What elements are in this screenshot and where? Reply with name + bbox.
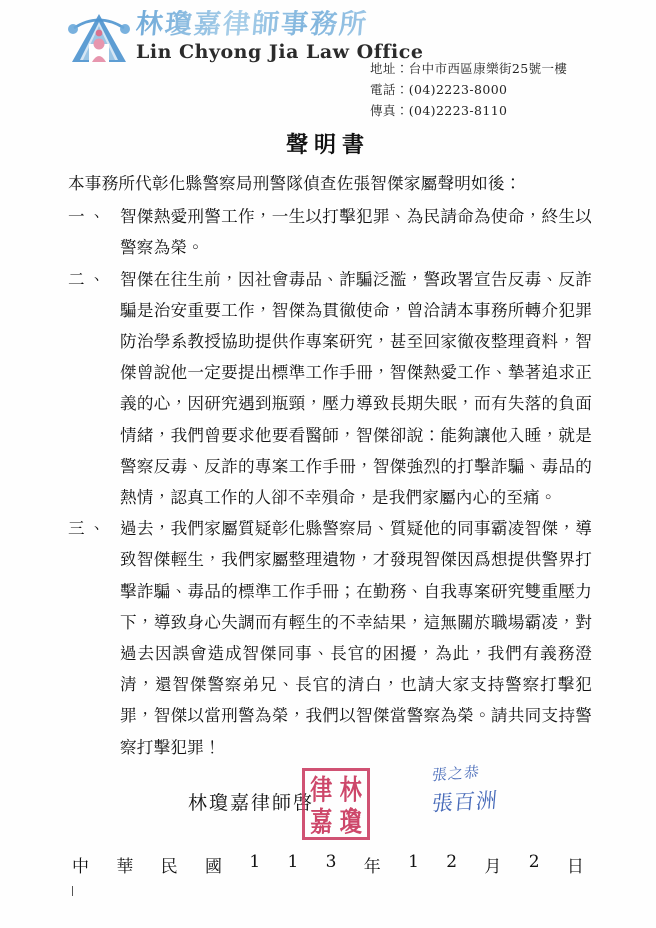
date-era-char: 民 xyxy=(160,857,178,877)
date-year-digit: 1 xyxy=(249,852,261,872)
clause-number: 一、 xyxy=(68,207,110,227)
clause-text: 過去，我們家屬質疑彰化縣警察局、質疑他的同事霸凌智傑，導致智傑輕生，我們家屬整理遺物，才發現智傑因爲想提供警界打擊詐騙、毒品的標準工作手冊；在勤務、自我專案研究雙重壓力下，導致身心失調而有輕生的不幸結果，這無關於職場霸凌，對過去因誤會造成智傑同事、長官的困擾，為此，我們有義務澄清，還智傑警察弟兄、長官的清白，也請大家支持警察打擊犯罪，智傑以當刑警為榮，我們以智傑當警察為榮。請共同支持警察打擊犯罪！ xyxy=(120,519,592,757)
lead-paragraph: 本事務所代彰化縣警察局刑警隊偵查佐張智傑家屬聲明如後： xyxy=(68,174,522,193)
red-square-seal-icon xyxy=(302,768,370,840)
date-year-label: 年 xyxy=(363,857,381,877)
date-month-digit: 2 xyxy=(446,852,458,872)
date-line xyxy=(72,852,584,877)
handwritten-signature xyxy=(432,762,498,816)
page-edge-mark xyxy=(72,886,79,896)
brand-text xyxy=(136,10,423,63)
date-month-digit: 1 xyxy=(408,852,419,872)
date-era-char: 華 xyxy=(116,857,134,877)
seal-character: 林 xyxy=(339,774,362,807)
signer-name: 林瓊嘉律師啓 xyxy=(188,792,315,814)
contact-info xyxy=(370,58,567,121)
date-day-digit: 2 xyxy=(528,852,540,872)
handwritten-signature-line2: 張百洲 xyxy=(430,788,499,816)
brand-name-english: Lin Chyong Jia Law Office xyxy=(136,41,424,63)
clause-number: 二、 xyxy=(68,269,110,289)
date-day-label: 日 xyxy=(566,857,584,877)
clause-text: 智傑熱愛刑警工作，一生以打擊犯罪、為民請命為使命，終生以警察為榮。 xyxy=(120,207,592,258)
contact-phone: 電話：(04)2223-8000 xyxy=(370,82,508,97)
seal-character: 嘉 xyxy=(310,806,333,839)
clause-item xyxy=(68,264,592,514)
seal-character: 瓊 xyxy=(339,806,362,839)
date-month-label: 月 xyxy=(484,857,502,877)
seal-character: 律 xyxy=(310,774,333,807)
date-year-digit: 1 xyxy=(287,852,299,872)
clause-number: 三、 xyxy=(68,519,110,539)
contact-fax: 傳真：(04)2223-8110 xyxy=(370,103,508,118)
letterhead xyxy=(0,0,656,120)
scales-of-justice-emblem-icon xyxy=(66,10,132,68)
clause-text: 智傑在往生前，因社會毒品、詐騙泛濫，警政署宣告反毒、反詐騙是治安重要工作，智傑為貫徹使命，曾洽請本事務所轉介犯罪防治學系教授協助提供作專案研究，甚至回家徹夜整理資料，智傑曾說他一定要提出標準工作手冊，智傑熱愛工作、摯著追求正義的心，因研究遇到瓶頸，壓力導致長期失眠，而有失落的負面情緒，我們曾要求他要看醫師，智傑卻說：能夠讓他入睡，就是警察反毒、反詐的專案工作手冊，智傑強烈的打擊詐騙、毒品的熱情，認真工作的人卻不幸殞命，是我們家屬內心的至痛。 xyxy=(120,269,592,508)
handwritten-signature-line1: 張之恭 xyxy=(431,762,481,785)
date-era-char: 中 xyxy=(72,857,89,877)
clause-item xyxy=(68,201,592,263)
contact-address: 地址：台中市西區康樂街25號一樓 xyxy=(370,61,568,76)
signature-block xyxy=(0,762,656,862)
document-body xyxy=(68,168,592,763)
date-era-char: 國 xyxy=(204,857,222,877)
page-title: 聲明書 xyxy=(285,132,370,158)
date-year-digit: 3 xyxy=(325,852,337,872)
brand-name-chinese: 林瓊嘉律師事務所 xyxy=(135,10,425,40)
clause-item xyxy=(68,513,592,763)
